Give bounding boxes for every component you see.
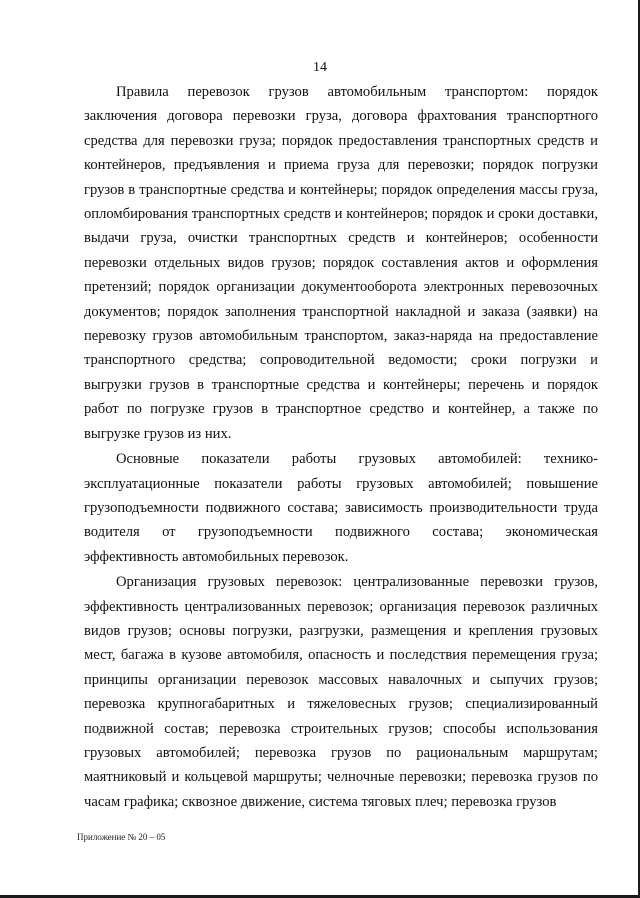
paragraph-transport-rules: Правила перевозок грузов автомобильным транспортом: порядок заключения договора перевозки груза, договора фрахтования транспортного средства для перевозки груза; порядок предоставления транспортных средств и контейнеров, предъявления и приема груза для перевозки; порядок погрузки грузов в транспортные средства и контейнеры; порядок определения массы груза, опломбирования транспортных средств и контейнеров; порядок и сроки доставки, выдачи груза, очистки транспортных средств и контейнеров; особенности перевозки отдельных видов грузов; порядок составления актов и оформления претензий; порядок организации документооборота электронных перевозочных документов; порядок заполнения транспортной накладной и заказа (заявки) на перевозку грузов автомобильным транспортом, заказ-наряда на предоставление транспортного средства; сопроводительной ведомости; сроки погрузки и выгрузки грузов в транспортные средства и контейнеры; перечень и порядок работ по погрузке грузов в транспортное средство и контейнер, а также по выгрузке грузов из них.: [84, 84, 598, 442]
footer-appendix-label: Приложение № 20 – 05: [77, 832, 166, 842]
paragraph-cargo-organization: Организация грузовых перевозок: централизованные перевозки грузов, эффективность централизованных перевозок; организация перевозок различных видов грузов; основы погрузки, разгрузки, размещения и крепления грузовых мест, багажа в кузове автомобиля, опасность и последствия перемещения груза; принципы организации перевозок массовых навалочных и сыпучих грузов; перевозка крупногабаритных и тяжеловесных грузов; специализированный подвижной состав; перевозка строительных грузов; способы использования грузовых автомобилей; перевозка грузов по рациональным маршрутам; маятниковый и кольцевой маршруты; челночные перевозки; перевозка грузов по часам графика; сквозное движение, система тяговых плеч; перевозка грузов: [84, 574, 598, 810]
paragraph-performance-indicators: Основные показатели работы грузовых автомобилей: технико-эксплуатационные показатели работы грузовых автомобилей; повышение грузоподъемности подвижного состава; зависимость производительности труда водителя от грузоподъемности подвижного состава; экономическая эффективность автомобильных перевозок.: [84, 451, 598, 565]
body-text: [84, 80, 598, 814]
page-number: 14: [313, 60, 327, 75]
